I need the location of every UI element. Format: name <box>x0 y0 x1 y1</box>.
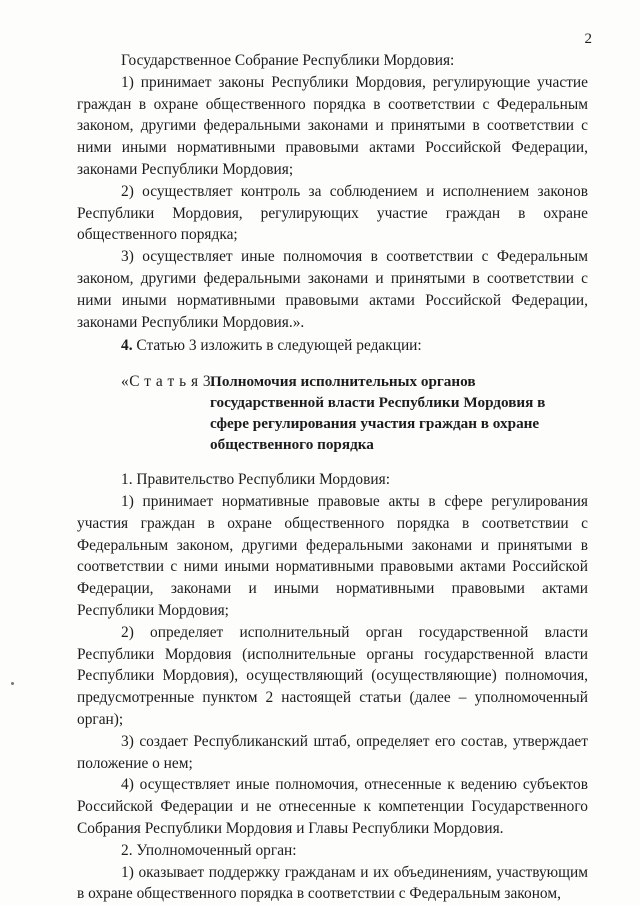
paragraph: 1) оказывает поддержку гражданам и их объединениям, участвующим в охране общественного порядка в соответствии с Федеральным законом, <box>77 863 588 903</box>
paragraph: 4) осуществляет иные полномочия, отнесенные к ведению субъектов Российской Федерации и не отнесенные к компетенции Государственного Собрания Республики Мордовия и Главы Республики Мордовия. <box>77 776 588 837</box>
amendment-text: Статью 3 изложить в следующей редакции: <box>132 337 422 355</box>
paragraph: 1) принимает нормативные правовые акты в сфере регулирования участия граждан в охране общественного порядка в соответствии с Федеральным законом, другими федеральными законами и принятыми в соответствии с ними иными нормативными правовыми актами Российской Федерации, законами и иными нормативными правовыми актами Республики Мордовия; <box>77 492 588 619</box>
amendment-number: 4. <box>121 337 133 355</box>
article-title-line: государственной власти Республики Мордовия в <box>210 394 546 412</box>
article-title <box>210 371 588 455</box>
paragraph: 1. Правительство Республики Мордовия: <box>121 471 390 489</box>
scan-speck <box>11 682 14 685</box>
article-label: «С т а т ь я 3. <box>121 373 216 391</box>
paragraph: 2) осуществляет контроль за соблюдением и исполнением законов Республики Мордовия, регулирующих участие граждан в охране общественного порядка; <box>77 182 588 244</box>
article-title-line: общественного порядка <box>210 436 374 454</box>
article-title-line: сфере регулирования участия граждан в охране <box>210 415 540 433</box>
paragraph: 3) создает Республиканский штаб, определяет его состав, утверждает положение о нем; <box>77 732 588 772</box>
amendment-item <box>77 335 588 357</box>
paragraph: 2) определяет исполнительный орган государственной власти Республики Мордовия (исполнительные органы государственной власти Республики Мордовия), осуществляющий (осуществляющие) полномочия, предусмотренные пунктом 2 настоящей статьи (далее – уполномоченный орган); <box>77 623 588 728</box>
page-number: 2 <box>584 31 592 47</box>
paragraph: 1) принимает законы Республики Мордовия, регулирующие участие граждан в охране общественного порядка в соответствии с Федеральным законом, другими федеральными законами и принятыми в соответствии с ними иными нормативными правовыми актами Российской Федерации, законами Республики Мордовия; <box>77 73 588 178</box>
document-body <box>77 50 588 905</box>
article-title-line: Полномочия исполнительных органов <box>210 373 476 391</box>
paragraph: Государственное Собрание Республики Мордовия: <box>121 52 455 69</box>
paragraph: 3) осуществляет иные полномочия в соответствии с Федеральным законом, другими федеральными законами и принятыми в соответствии с ними иными нормативными правовыми актами Российской Федерации, законами Республики Мордовия.». <box>77 248 588 331</box>
paragraph: 2. Уполномоченный орган: <box>121 841 297 859</box>
article-heading <box>121 371 588 455</box>
